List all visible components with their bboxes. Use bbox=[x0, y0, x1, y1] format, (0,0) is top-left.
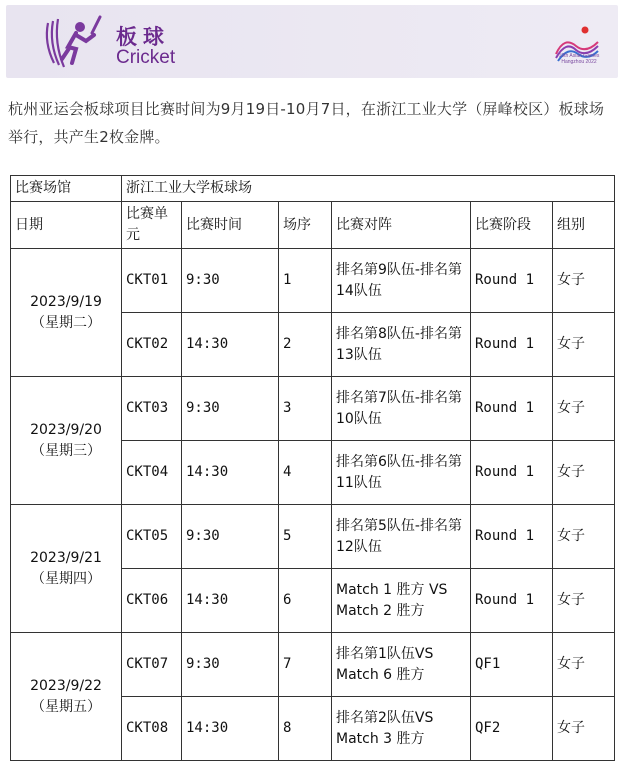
sport-title-chinese: 板球 bbox=[116, 25, 170, 49]
date-cell bbox=[11, 249, 122, 377]
order-cell: 3 bbox=[279, 377, 332, 441]
weekday-value: （星期四） bbox=[31, 570, 101, 587]
group-cell: 女子 bbox=[553, 697, 615, 761]
unit-cell: CKT02 bbox=[122, 313, 182, 377]
schedule-table-container bbox=[10, 175, 614, 761]
unit-cell: CKT07 bbox=[122, 633, 182, 697]
sport-title-english: Cricket bbox=[116, 47, 176, 68]
asian-games-logo-text bbox=[549, 53, 609, 65]
order-cell: 8 bbox=[279, 697, 332, 761]
group-cell: 女子 bbox=[553, 249, 615, 313]
weekday-value: （星期三） bbox=[31, 442, 101, 459]
order-cell: 5 bbox=[279, 505, 332, 569]
group-cell: 女子 bbox=[553, 377, 615, 441]
unit-cell: CKT06 bbox=[122, 569, 182, 633]
stage-cell: QF2 bbox=[471, 697, 553, 761]
order-cell: 6 bbox=[279, 569, 332, 633]
venue-row bbox=[11, 176, 615, 202]
stage-cell: Round 1 bbox=[471, 377, 553, 441]
venue-label: 比赛场馆 bbox=[11, 176, 122, 202]
order-cell: 7 bbox=[279, 633, 332, 697]
stage-cell: Round 1 bbox=[471, 313, 553, 377]
header-stage: 比赛阶段 bbox=[471, 202, 553, 249]
stage-cell: Round 1 bbox=[471, 505, 553, 569]
header-row bbox=[11, 202, 615, 249]
header-time: 比赛时间 bbox=[182, 202, 279, 249]
date-value: 2023/9/19 bbox=[30, 293, 102, 310]
weekday-value: （星期二） bbox=[31, 314, 101, 331]
date-cell bbox=[11, 505, 122, 633]
table-row bbox=[11, 633, 615, 697]
unit-cell: CKT01 bbox=[122, 249, 182, 313]
intro-paragraph: 杭州亚运会板球项目比赛时间为9月19日-10月7日，在浙江工业大学（屏峰校区）板球场举行，共产生2枚金牌。 bbox=[8, 100, 605, 146]
venue-value: 浙江工业大学板球场 bbox=[122, 176, 615, 202]
logo-line-1: 19th Asian Games bbox=[558, 53, 600, 59]
order-cell: 1 bbox=[279, 249, 332, 313]
stage-cell: Round 1 bbox=[471, 441, 553, 505]
match-cell: 排名第2队伍VS Match 3 胜方 bbox=[332, 697, 471, 761]
match-cell: 排名第1队伍VS Match 6 胜方 bbox=[332, 633, 471, 697]
stage-cell: Round 1 bbox=[471, 249, 553, 313]
time-cell: 9:30 bbox=[182, 249, 279, 313]
logo-line-2: Hangzhou 2022 bbox=[561, 59, 597, 65]
match-cell: 排名第8队伍-排名第13队伍 bbox=[332, 313, 471, 377]
header-match: 比赛对阵 bbox=[332, 202, 471, 249]
schedule-table bbox=[10, 175, 615, 761]
weekday-value: （星期五） bbox=[31, 698, 101, 715]
match-cell: 排名第5队伍-排名第12队伍 bbox=[332, 505, 471, 569]
table-row bbox=[11, 377, 615, 441]
match-cell: 排名第6队伍-排名第11队伍 bbox=[332, 441, 471, 505]
match-cell: 排名第7队伍-排名第10队伍 bbox=[332, 377, 471, 441]
header-order: 场序 bbox=[279, 202, 332, 249]
date-cell bbox=[11, 633, 122, 761]
unit-cell: CKT05 bbox=[122, 505, 182, 569]
group-cell: 女子 bbox=[553, 313, 615, 377]
table-row bbox=[11, 505, 615, 569]
time-cell: 9:30 bbox=[182, 377, 279, 441]
unit-cell: CKT04 bbox=[122, 441, 182, 505]
group-cell: 女子 bbox=[553, 505, 615, 569]
date-value: 2023/9/22 bbox=[30, 677, 102, 694]
order-cell: 4 bbox=[279, 441, 332, 505]
time-cell: 9:30 bbox=[182, 505, 279, 569]
header-date: 日期 bbox=[11, 202, 122, 249]
time-cell: 14:30 bbox=[182, 441, 279, 505]
date-value: 2023/9/20 bbox=[30, 421, 102, 438]
unit-cell: CKT03 bbox=[122, 377, 182, 441]
match-cell: Match 1 胜方 VS Match 2 胜方 bbox=[332, 569, 471, 633]
header-unit: 比赛单元 bbox=[122, 202, 182, 249]
time-cell: 9:30 bbox=[182, 633, 279, 697]
group-cell: 女子 bbox=[553, 441, 615, 505]
time-cell: 14:30 bbox=[182, 569, 279, 633]
stage-cell: QF1 bbox=[471, 633, 553, 697]
header-banner bbox=[6, 5, 618, 78]
match-cell: 排名第9队伍-排名第14队伍 bbox=[332, 249, 471, 313]
cricket-pictogram-icon bbox=[42, 13, 102, 71]
group-cell: 女子 bbox=[553, 569, 615, 633]
order-cell: 2 bbox=[279, 313, 332, 377]
unit-cell: CKT08 bbox=[122, 697, 182, 761]
table-row bbox=[11, 249, 615, 313]
time-cell: 14:30 bbox=[182, 313, 279, 377]
date-value: 2023/9/21 bbox=[30, 549, 102, 566]
time-cell: 14:30 bbox=[182, 697, 279, 761]
group-cell: 女子 bbox=[553, 633, 615, 697]
date-cell bbox=[11, 377, 122, 505]
header-group: 组别 bbox=[553, 202, 615, 249]
stage-cell: Round 1 bbox=[471, 569, 553, 633]
